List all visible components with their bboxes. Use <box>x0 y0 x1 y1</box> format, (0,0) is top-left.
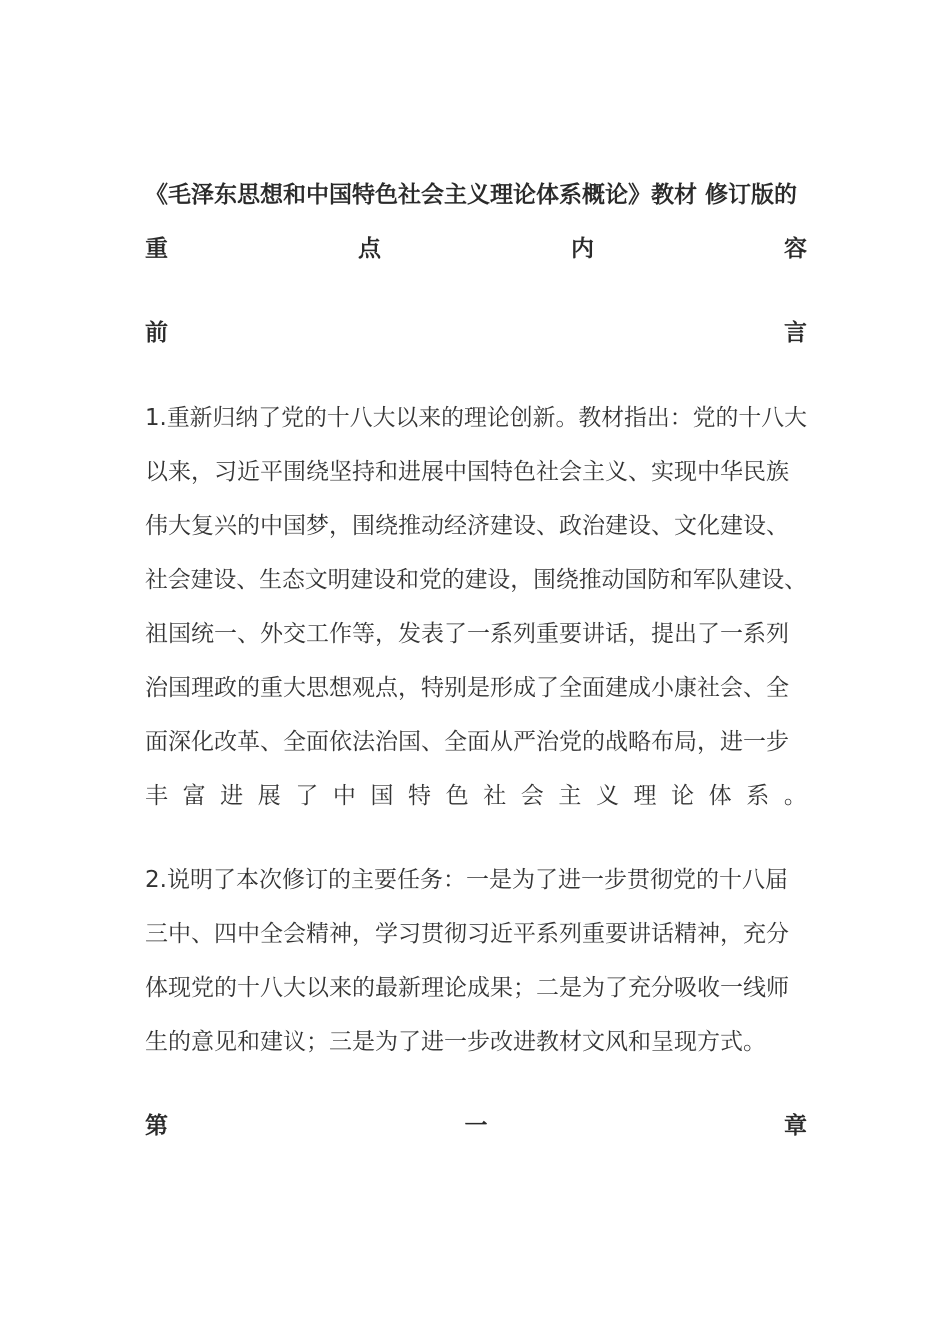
justified-char: 进 <box>220 783 244 809</box>
justified-char: 会 <box>520 783 544 809</box>
justified-char: 了 <box>295 783 319 809</box>
justified-char: 体 <box>708 783 732 809</box>
justified-char: 系 <box>746 783 770 809</box>
heading-char: 第 <box>145 1113 168 1139</box>
justified-char: 中 <box>332 783 356 809</box>
heading-char: 前 <box>145 320 168 346</box>
title-char: 内 <box>571 236 594 262</box>
paragraph-line: 2.说明了本次修订的主要任务：一是为了进一步贯彻党的十八届 <box>145 867 788 893</box>
heading-char: 章 <box>784 1113 807 1139</box>
paragraph-line: 祖国统一、外交工作等，发表了一系列重要讲话，提出了一系列 <box>145 621 789 647</box>
justified-char: 展 <box>257 783 281 809</box>
paragraph-line: 1.重新归纳了党的十八大以来的理论创新。教材指出：党的十八大 <box>145 405 807 431</box>
paragraph-line: 三中、四中全会精神，学习贯彻习近平系列重要讲话精神，充分 <box>145 921 789 947</box>
title-char: 点 <box>358 236 381 262</box>
paragraph-line: 生的意见和建议；三是为了进一步改进教材文风和呈现方式。 <box>145 1029 766 1055</box>
title-line-1: 《毛泽东思想和中国特色社会主义理论体系概论》教材 修订版的 <box>145 182 798 208</box>
justified-char: 富 <box>182 783 206 809</box>
paragraph-line: 治国理政的重大思想观点，特别是形成了全面建成小康社会、全 <box>145 675 789 701</box>
title-char: 容 <box>784 236 807 262</box>
paragraph-line: 面深化改革、全面依法治国、全面从严治党的战略布局，进一步 <box>145 729 789 755</box>
paragraph-line: 伟大复兴的中国梦，围绕推动经济建设、政治建设、文化建设、 <box>145 513 789 539</box>
justified-char: 论 <box>671 783 695 809</box>
paragraph-line: 体现党的十八大以来的最新理论成果；二是为了充分吸收一线师 <box>145 975 789 1001</box>
justified-char: 色 <box>445 783 469 809</box>
paragraph-line: 社会建设、生态文明建设和党的建设，围绕推动国防和军队建设、 <box>145 567 807 593</box>
justified-char: 主 <box>558 783 582 809</box>
justified-char: 义 <box>595 783 619 809</box>
title-char: 重 <box>145 236 168 262</box>
justified-char: 理 <box>633 783 657 809</box>
justified-char: 丰 <box>145 783 168 809</box>
justified-char: 国 <box>370 783 394 809</box>
paragraph-line: 以来，习近平围绕坚持和进展中国特色社会主义、实现中华民族 <box>145 459 789 485</box>
title-line-2 <box>145 229 807 269</box>
heading-char: 言 <box>784 320 807 346</box>
heading-char: 一 <box>464 1113 488 1139</box>
justified-char: 。 <box>783 783 807 809</box>
preface-heading <box>145 313 807 353</box>
justified-char: 社 <box>483 783 507 809</box>
chapter-heading <box>145 1106 807 1146</box>
justified-char: 特 <box>408 783 432 809</box>
paragraph-last-line <box>145 776 807 816</box>
